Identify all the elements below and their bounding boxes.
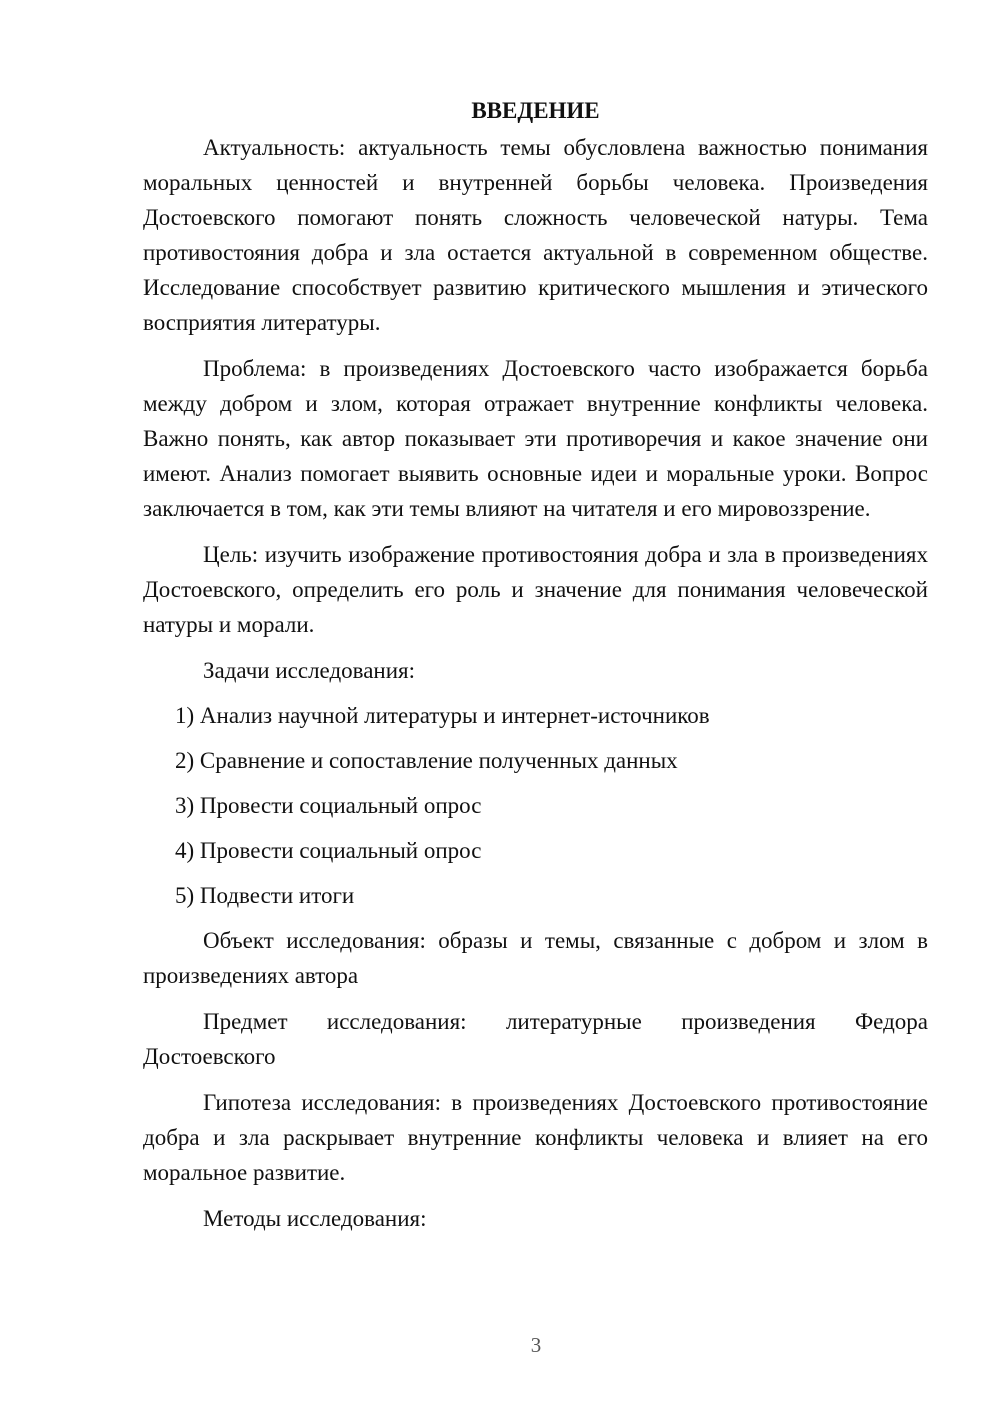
document-body — [143, 93, 928, 1246]
list-item: 3) Провести социальный опрос — [175, 793, 482, 818]
paragraph-hypothesis: Гипотеза исследования: в произведениях Достоевского противостояние добра и зла раскрывает внутренние конфликты человека и влияет на его моральное развитие. — [143, 1090, 928, 1185]
tasks-heading: Задачи исследования: — [203, 658, 416, 683]
tasks-list — [143, 698, 928, 913]
list-item: 2) Сравнение и сопоставление полученных данных — [175, 748, 678, 773]
methods-heading: Методы исследования: — [203, 1206, 427, 1231]
paragraph-problem: Проблема: в произведениях Достоевского часто изображается борьба между добром и злом, которая отражает внутренние конфликты человека. Важно понять, как автор показывает эти противоречия и какое значение они имеют. Анализ помогает выявить основные идеи и моральные уроки. Вопрос заключается в том, как эти темы влияют на читателя и его мировоззрение. — [143, 356, 928, 521]
paragraph-goal: Цель: изучить изображение противостояния добра и зла в произведениях Достоевского, определить его роль и значение для понимания человеческой натуры и морали. — [143, 542, 928, 637]
list-item: 1) Анализ научной литературы и интернет-источников — [175, 703, 710, 728]
list-item: 5) Подвести итоги — [175, 883, 355, 908]
paragraph-subject: Предмет исследования: литературные произведения Федора Достоевского — [143, 1009, 928, 1069]
section-title: ВВЕДЕНИЕ — [471, 98, 600, 123]
list-item: 4) Провести социальный опрос — [175, 838, 482, 863]
paragraph-relevance: Актуальность: актуальность темы обусловлена важностью понимания моральных ценностей и внутренней борьбы человека. Произведения Достоевского помогают понять сложность человеческой натуры. Тема противостояния добра и зла остается актуальной в современном обществе. Исследование способствует развитию критического мышления и этического восприятия литературы. — [143, 135, 928, 335]
page-number: 3 — [530, 1333, 542, 1357]
paragraph-object: Объект исследования: образы и темы, связанные с добром и злом в произведениях автора — [143, 928, 928, 988]
